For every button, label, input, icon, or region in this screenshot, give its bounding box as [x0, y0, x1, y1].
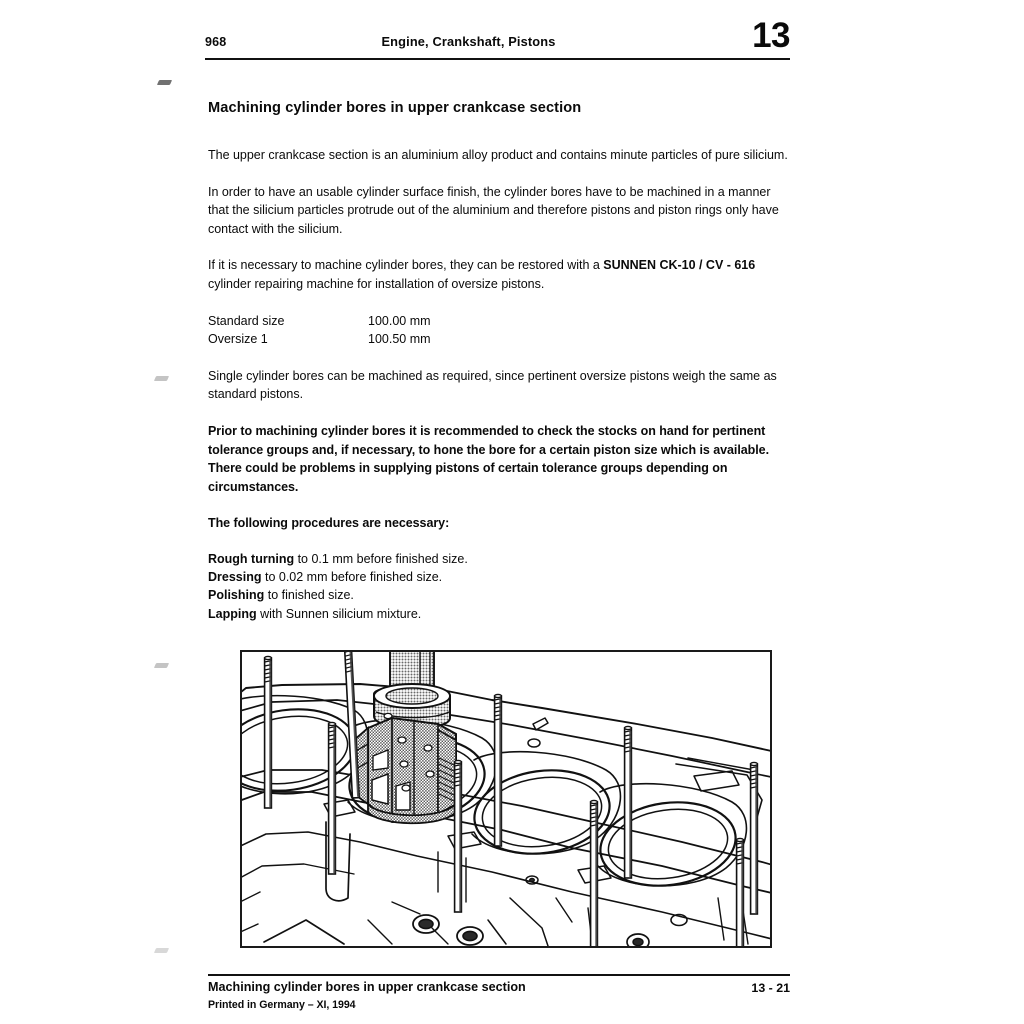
- bore-size-table: [208, 312, 790, 349]
- procedure-detail: to finished size.: [264, 588, 354, 603]
- paragraph-single-bores: Single cylinder bores can be machined as required, since pertinent oversize pistons weigh the same as standard pistons.: [208, 368, 777, 402]
- header-folio-number: 968: [205, 35, 227, 49]
- list-item: [208, 586, 790, 604]
- table-row: [208, 312, 790, 331]
- margin-tick-icon: [154, 663, 169, 668]
- procedure-name: Dressing: [208, 570, 262, 585]
- paragraph-tolerance-notice: Prior to machining cylinder bores it is recommended to check the stocks on hand for pertinent tolerance groups and, if necessary, to hone the bore for a certain piston size which is available. There could be problems in supplying pistons of certain tolerance groups depending on circumstances.: [208, 423, 769, 494]
- list-item: [208, 605, 790, 623]
- paragraph-machine-pre: If it is necessary to machine cylinder bores, they can be restored with a: [208, 258, 604, 273]
- paragraph-machine-post: cylinder repairing machine for installation of oversize pistons.: [208, 276, 545, 291]
- size-value: 100.00 mm: [368, 313, 431, 328]
- paragraph-procedures-heading: The following procedures are necessary:: [208, 516, 450, 531]
- footer-section-title: Machining cylinder bores in upper crankcase section: [208, 980, 526, 994]
- margin-tick-icon: [154, 948, 169, 953]
- paragraph-intro: The upper crankcase section is an aluminium alloy product and contains minute particles of pure silicium.: [208, 148, 788, 162]
- procedure-detail: to 0.02 mm before finished size.: [261, 570, 443, 585]
- footer-print-info: Printed in Germany – XI, 1994: [208, 999, 356, 1011]
- paragraph-machine: [208, 256, 790, 293]
- size-label: Oversize 1: [208, 332, 268, 347]
- figure-crankcase-honing: [240, 650, 772, 948]
- machine-model-name: SUNNEN CK-10 / CV - 616: [603, 258, 756, 273]
- list-item: [208, 568, 790, 586]
- paragraph-surface-finish: In order to have an usable cylinder surface finish, the cylinder bores have to be machined in a manner that the silicium particles protrude out of the aluminium and therefore pistons and piston rings only have contact with the silicium.: [208, 184, 779, 236]
- procedure-name: Polishing: [208, 588, 265, 603]
- header-rule: [205, 58, 790, 60]
- procedure-name: Lapping: [208, 606, 257, 621]
- footer-rule: [208, 974, 790, 976]
- margin-tick-icon: [157, 80, 172, 85]
- procedure-detail: to 0.1 mm before finished size.: [294, 551, 468, 566]
- margin-tick-icon: [154, 376, 169, 381]
- page-content: [208, 100, 790, 623]
- size-label: Standard size: [208, 313, 285, 328]
- footer-page-number: 13 - 21: [751, 981, 790, 995]
- header-section-title: Engine, Crankshaft, Pistons: [381, 34, 556, 49]
- size-value: 100.50 mm: [368, 332, 431, 347]
- procedure-detail: with Sunnen silicium mixture.: [256, 606, 422, 621]
- page-title: Machining cylinder bores in upper crankcase section: [208, 100, 582, 116]
- table-row: [208, 330, 790, 349]
- crankcase-illustration: [242, 652, 770, 946]
- header-chapter-number: 13: [752, 16, 790, 55]
- procedure-name: Rough turning: [208, 551, 295, 566]
- procedures-list: [208, 550, 790, 623]
- list-item: [208, 550, 790, 568]
